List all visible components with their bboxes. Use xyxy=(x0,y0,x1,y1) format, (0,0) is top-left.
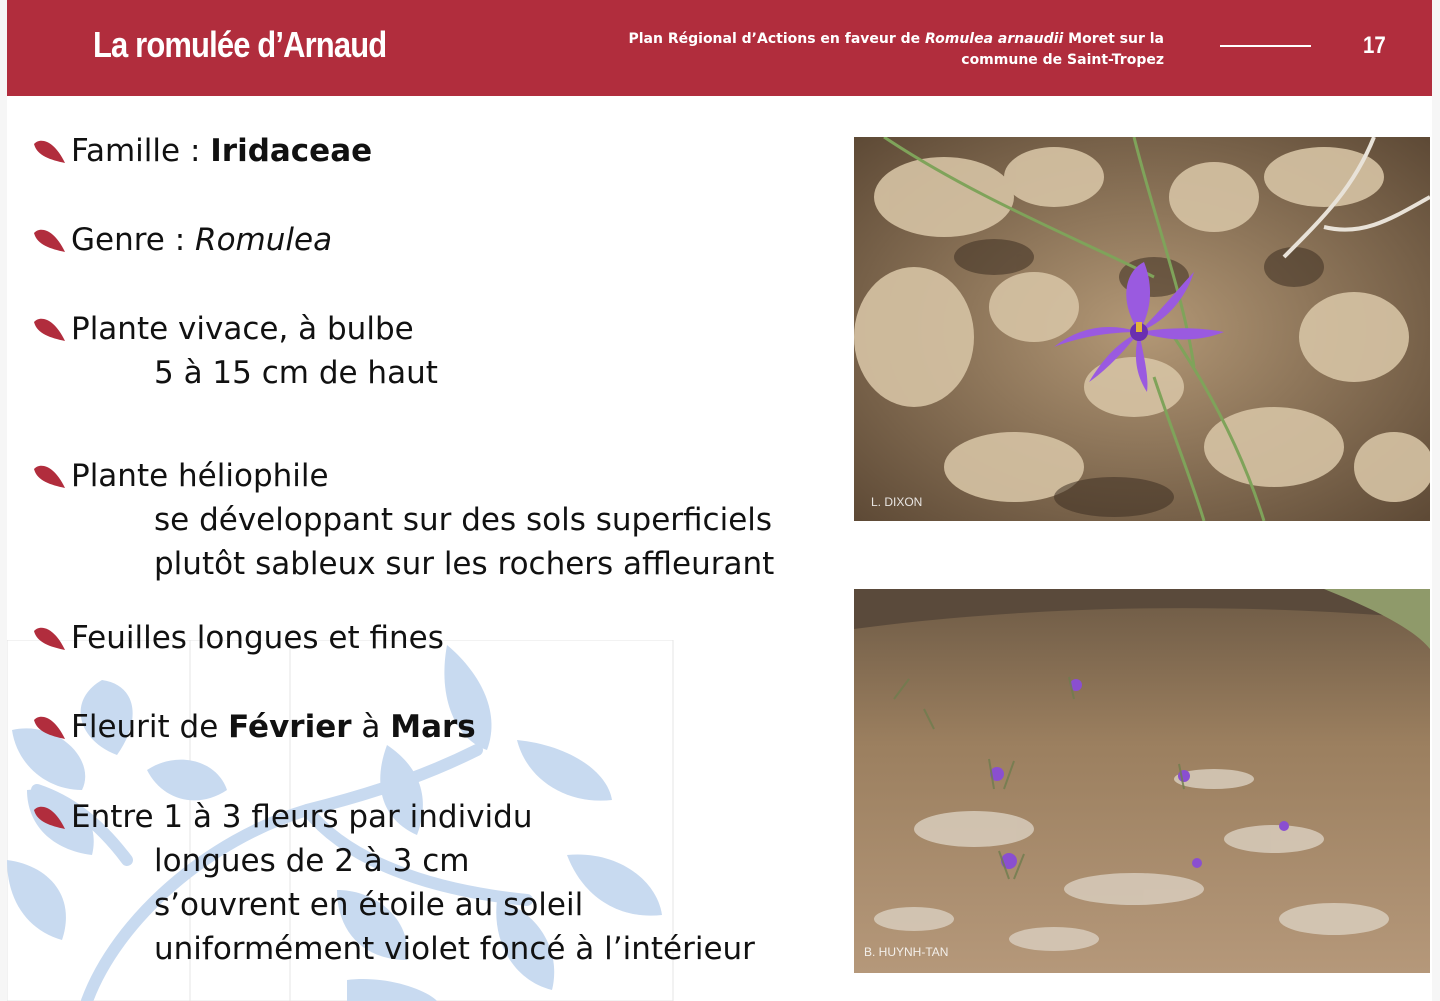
famille-label: Famille : xyxy=(71,133,211,169)
leaf-bullet-icon xyxy=(33,804,67,830)
photo-habitat-landscape xyxy=(854,589,1430,973)
genre-label: Genre : xyxy=(71,222,196,258)
photo-flower-closeup xyxy=(854,137,1430,521)
page-number: 17 xyxy=(1363,32,1386,59)
heliophile-text: Plante héliophile xyxy=(71,458,329,494)
genre-value: Romulea xyxy=(195,222,333,258)
leaf-bullet-icon xyxy=(33,138,67,164)
leaf-bullet-icon xyxy=(33,625,67,651)
habitat-landscape-image xyxy=(854,589,1430,973)
subtitle-text-2: Moret sur la commune de Saint-Tropez xyxy=(961,31,1164,68)
fleurs-text: Entre 1 à 3 fleurs par individu xyxy=(71,799,533,835)
heliophile-subtext-2: plutôt sableux sur les rochers affleurant xyxy=(154,546,775,582)
fleurs-subtext-2: s’ouvrent en étoile au soleil xyxy=(154,887,584,923)
heliophile-subtext-1: se développant sur des sols superficiels xyxy=(154,502,773,538)
fleurit-to-month: Mars xyxy=(390,709,476,745)
fleurs-subtext-3: uniformément violet foncé à l’intérieur xyxy=(154,931,755,967)
subtitle-text-1: Plan Régional d’Actions en faveur de xyxy=(628,31,926,47)
plante-vivace-subtext: 5 à 15 cm de haut xyxy=(154,355,438,391)
plante-vivace-text: Plante vivace, à bulbe xyxy=(71,311,414,347)
feuilles-text: Feuilles longues et fines xyxy=(71,620,444,656)
photo1-credit: L. DIXON xyxy=(871,495,923,509)
header-divider-line xyxy=(1220,45,1311,47)
photo2-credit: B. HUYNH-TAN xyxy=(864,945,949,959)
fleurit-prefix: Fleurit de xyxy=(71,709,229,745)
fleurit-mid: à xyxy=(351,709,391,745)
bullet-list xyxy=(7,0,827,1001)
leaf-bullet-icon xyxy=(33,463,67,489)
fleurit-from-month: Février xyxy=(228,709,352,745)
flower-closeup-image xyxy=(854,137,1430,521)
slide xyxy=(7,0,1432,1001)
subtitle-species-name: Romulea arnaudii xyxy=(925,31,1064,47)
leaf-bullet-icon xyxy=(33,316,67,342)
famille-value: Iridaceae xyxy=(210,133,373,169)
leaf-bullet-icon xyxy=(33,227,67,253)
fleurs-subtext-1: longues de 2 à 3 cm xyxy=(154,843,470,879)
slide-title: La romulée d’Arnaud xyxy=(93,24,387,65)
leaf-bullet-icon xyxy=(33,714,67,740)
